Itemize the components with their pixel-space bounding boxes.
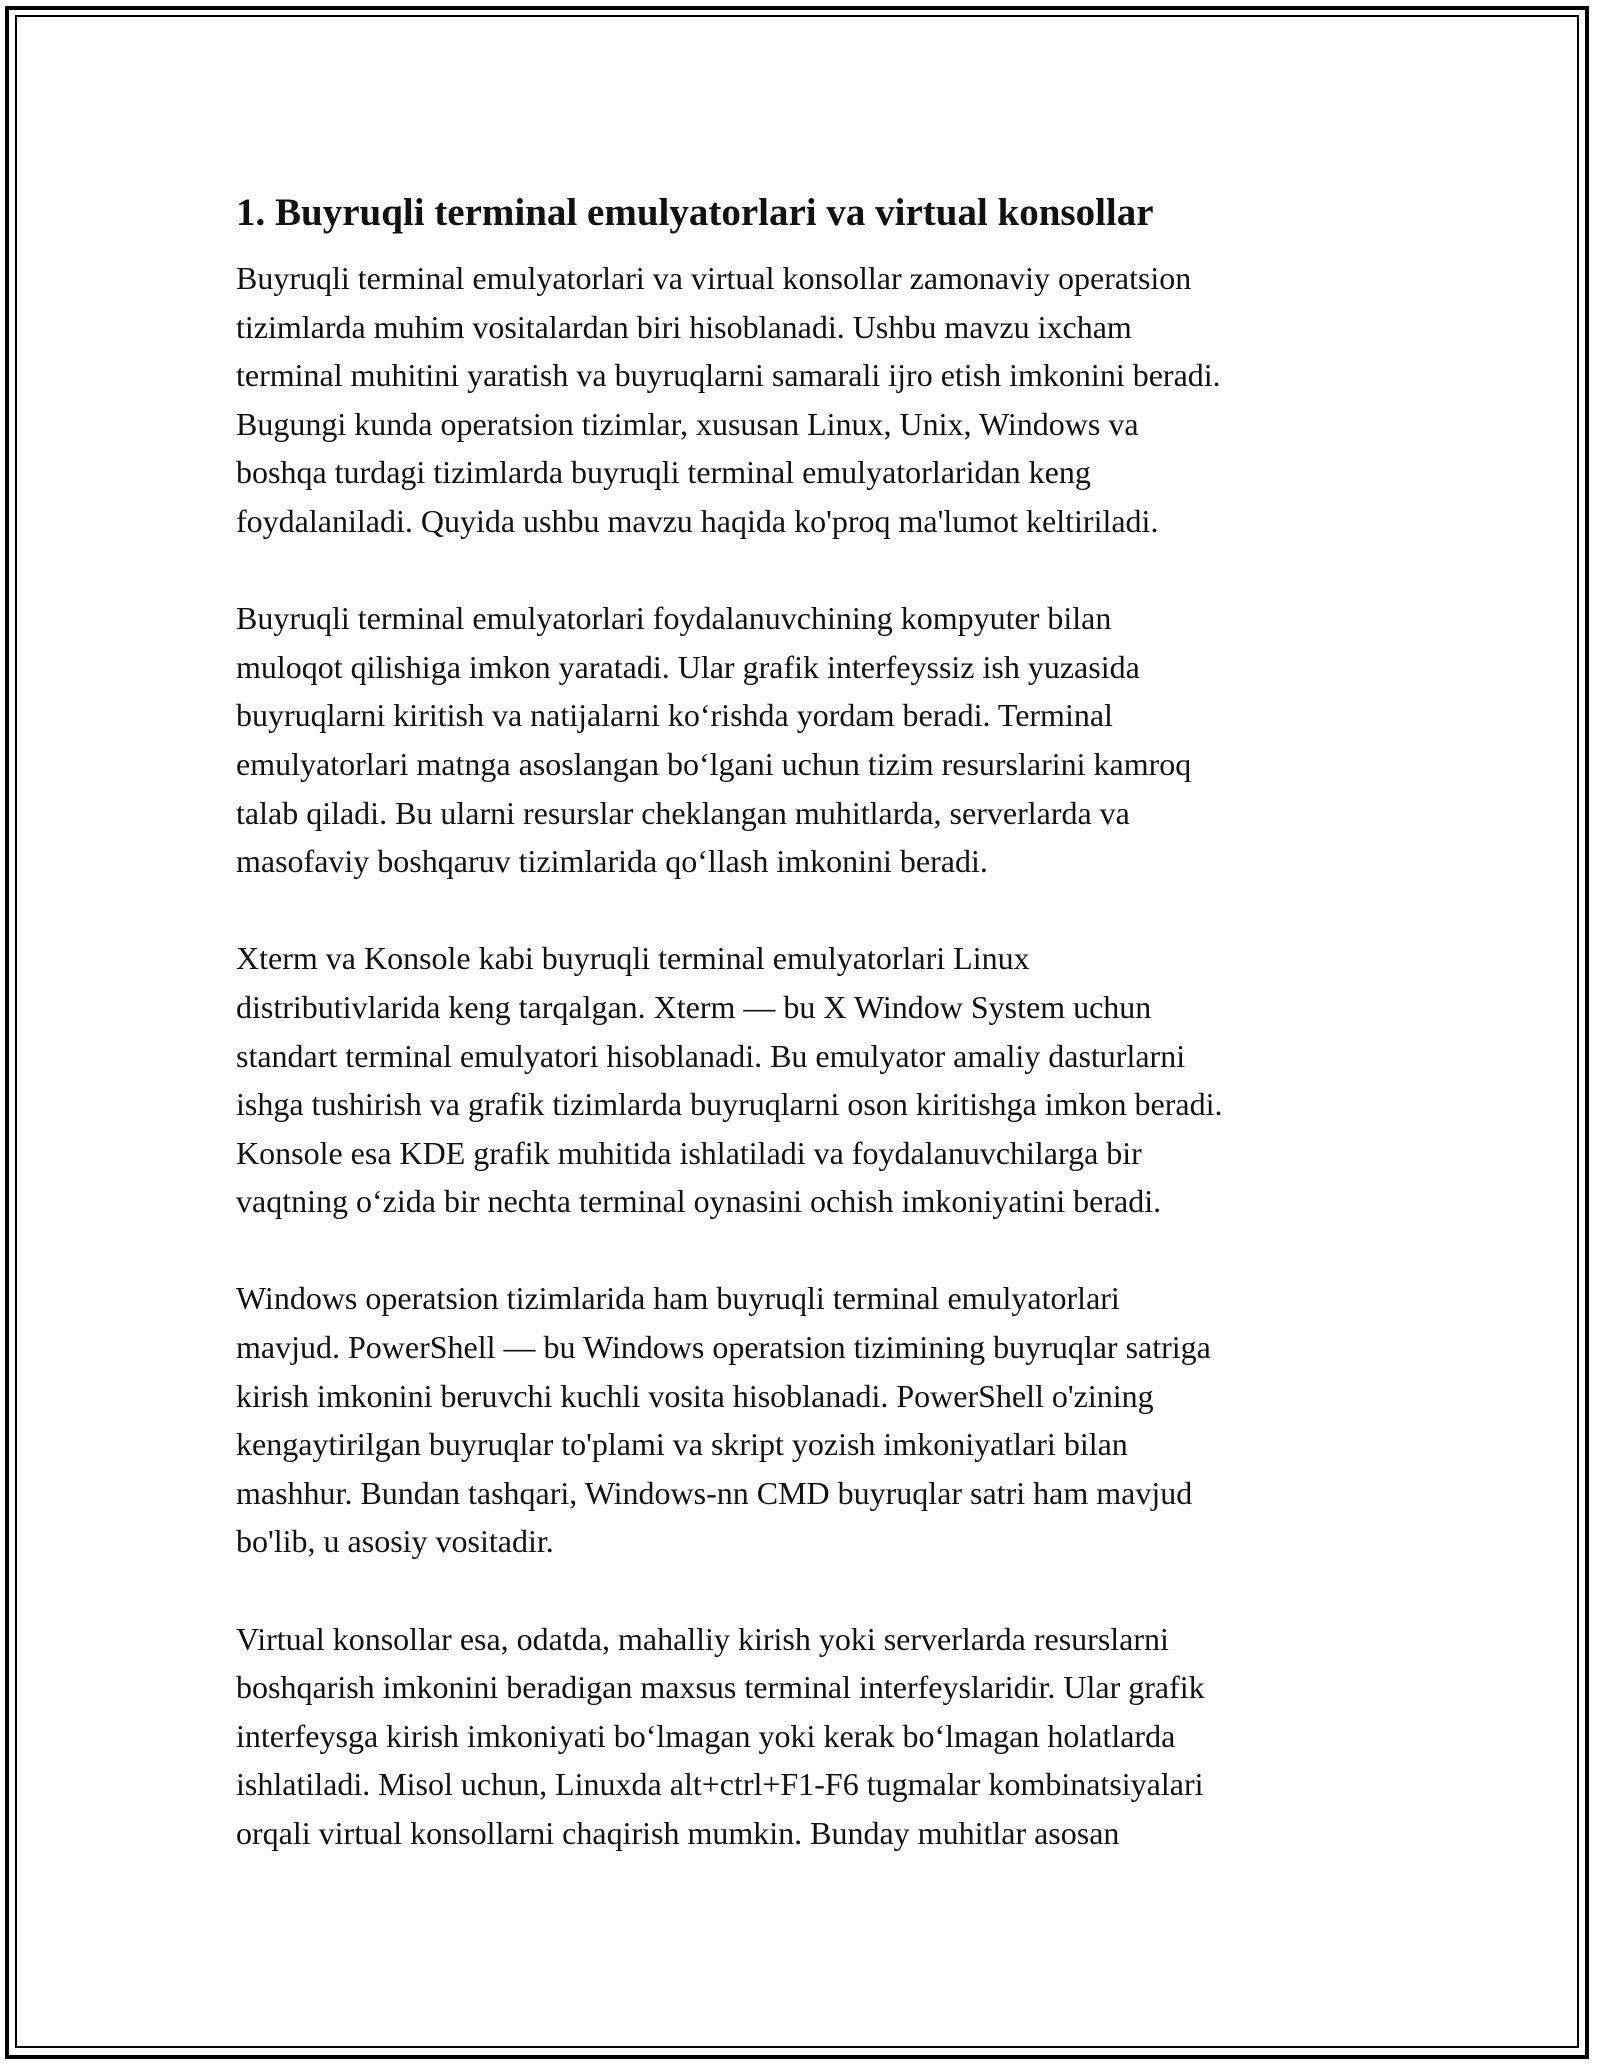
paragraph <box>236 254 1386 546</box>
text-line: ishga tushirish va grafik tizimlarda buyruqlarni oson kiritishga imkon beradi. <box>236 1086 1223 1123</box>
text-line: emulyatorlari matnga asoslangan boʻlgani uchun tizim resurslarini kamroq <box>236 745 1192 782</box>
text-line: foydalaniladi. Quyida ushbu mavzu haqida ko'proq ma'lumot keltiriladi. <box>236 502 1159 539</box>
text-line: standart terminal emulyatori hisoblanadi. Bu emulyator amaliy dasturlarni <box>236 1037 1186 1074</box>
text-line: orqali virtual konsollarni chaqirish mumkin. Bunday muhitlar asosan <box>236 1815 1120 1851</box>
paragraph <box>236 1615 1386 1858</box>
text-line: Windows operatsion tizimlarida ham buyruqli terminal emulyatorlari <box>236 1280 1120 1317</box>
text-line: Xterm va Konsole kabi buyruqli terminal emulyatorlari Linux <box>236 940 1030 977</box>
paragraph <box>236 1274 1386 1566</box>
text-line: Konsole esa KDE grafik muhitida ishlatiladi va foydalanuvchilarga bir <box>236 1134 1142 1171</box>
paragraph-list <box>236 254 1386 1858</box>
text-line: masofaviy boshqaruv tizimlarida qoʻllash imkonini beradi. <box>236 843 988 880</box>
text-line: Buyruqli terminal emulyatorlari foydalanuvchining kompyuter bilan <box>236 600 1112 637</box>
text-line: bo'lib, u asosiy vositadir. <box>236 1523 554 1560</box>
text-line: kengaytirilgan buyruqlar to'plami va skript yozish imkoniyatlari bilan <box>236 1426 1128 1463</box>
text-line: muloqot qilishiga imkon yaratadi. Ular grafik interfeyssiz ish yuzasida <box>236 648 1140 685</box>
text-line: boshqa turdagi tizimlarda buyruqli terminal emulyatorlaridan keng <box>236 454 1091 491</box>
text-line: Virtual konsollar esa, odatda, mahalliy kirish yoki serverlarda resurslarni <box>236 1620 1169 1657</box>
text-line: buyruqlarni kiritish va natijalarni koʻrishda yordam beradi. Terminal <box>236 697 1113 734</box>
text-line: talab qiladi. Bu ularni resurslar cheklangan muhitlarda, serverlarda va <box>236 794 1130 831</box>
paragraph <box>236 934 1386 1226</box>
document-body <box>236 184 1386 1858</box>
text-line: tizimlarda muhim vositalardan biri hisoblanadi. Ushbu mavzu ixcham <box>236 308 1132 345</box>
text-line: vaqtning oʻzida bir nechta terminal oynasini ochish imkoniyatini beradi. <box>236 1183 1162 1220</box>
text-line: distributivlarida keng tarqalgan. Xterm — bu X Window System uchun <box>236 988 1152 1025</box>
text-line: boshqarish imkonini beradigan maxsus terminal interfeyslaridir. Ular grafik <box>236 1669 1205 1706</box>
text-line: ishlatiladi. Misol uchun, Linuxda alt+ctrl+F1-F6 tugmalar kombinatsiyalari <box>236 1766 1204 1803</box>
text-line: mavjud. PowerShell — bu Windows operatsion tizimining buyruqlar satriga <box>236 1329 1211 1366</box>
section-heading: 1. Buyruqli terminal emulyatorlari va virtual konsollar <box>236 191 1154 234</box>
text-line: interfeysga kirish imkoniyati boʻlmagan yoki kerak boʻlmagan holatlarda <box>236 1717 1176 1754</box>
text-line: Bugungi kunda operatsion tizimlar, xususan Linux, Unix, Windows va <box>236 405 1139 442</box>
text-line: kirish imkonini beruvchi kuchli vosita hisoblanadi. PowerShell o'zining <box>236 1377 1154 1414</box>
paragraph <box>236 594 1386 886</box>
text-line: mashhur. Bundan tashqari, Windows-nn CMD buyruqlar satri ham mavjud <box>236 1474 1193 1511</box>
text-line: terminal muhitini yaratish va buyruqlarni samarali ijro etish imkonini beradi. <box>236 357 1221 394</box>
text-line: Buyruqli terminal emulyatorlari va virtual konsollar zamonaviy operatsion <box>236 260 1192 296</box>
